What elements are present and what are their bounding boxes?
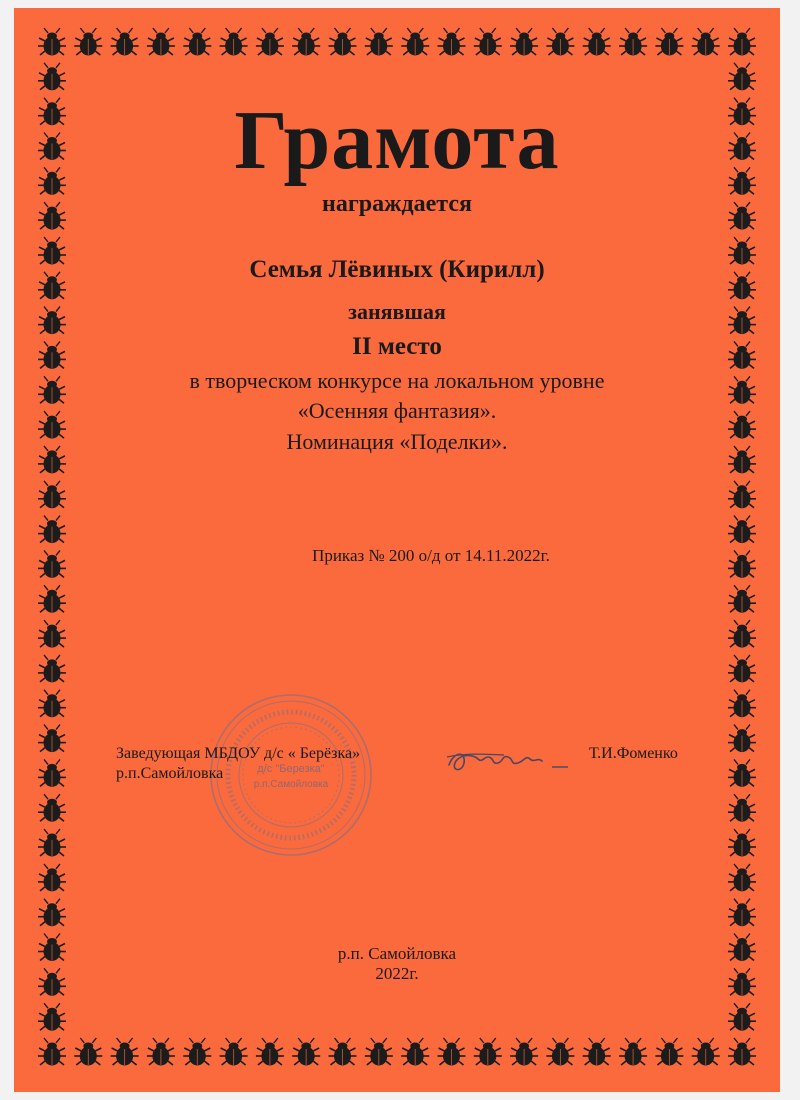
ladybug-icon — [546, 1038, 574, 1066]
ladybug-icon — [655, 1038, 683, 1066]
ladybug-icon — [183, 1038, 211, 1066]
ladybug-icon — [728, 829, 756, 857]
ladybug-icon — [38, 620, 66, 648]
ladybug-icon — [728, 620, 756, 648]
ladybug-icon — [728, 725, 756, 753]
ladybug-icon — [401, 1038, 429, 1066]
ladybug-icon — [292, 28, 320, 56]
ladybug-icon — [692, 28, 720, 56]
ladybug-icon — [256, 1038, 284, 1066]
ladybug-icon — [728, 794, 756, 822]
ladybug-icon — [365, 1038, 393, 1066]
ladybug-icon — [728, 63, 756, 91]
ladybug-icon — [38, 28, 66, 56]
signatory-position: Заведующая МБДОУ д/с « Берёзка» — [116, 745, 361, 762]
ladybug-icon — [728, 759, 756, 787]
ladybug-icon — [38, 1038, 66, 1066]
ladybug-icon — [74, 1038, 102, 1066]
ladybug-icon — [38, 516, 66, 544]
ladybug-icon — [692, 1038, 720, 1066]
official-stamp — [206, 690, 376, 860]
footer-place: р.п. Самойловка — [337, 944, 457, 963]
stamp-text: д/с "Березка" — [257, 763, 325, 775]
ladybug-icon — [728, 1003, 756, 1030]
signatory-name: Т.И.Фоменко — [589, 745, 678, 762]
footer-year: 2022г. — [375, 964, 419, 983]
ladybug-icon — [111, 28, 139, 56]
ladybug-icon — [728, 585, 756, 613]
recipient-name: Семья Лёвиных (Кирилл) — [249, 256, 545, 283]
ladybug-icon — [583, 1038, 611, 1066]
description-line: в творческом конкурсе на локальном уровне — [189, 368, 605, 393]
ladybug-icon — [38, 759, 66, 787]
ladybug-icon — [183, 28, 211, 56]
place-text: II место — [352, 333, 442, 360]
ladybug-icon — [329, 28, 357, 56]
ladybug-icon — [38, 899, 66, 927]
certificate — [14, 8, 780, 1092]
ladybug-icon — [619, 28, 647, 56]
ladybug-icon — [38, 725, 66, 753]
ladybug-icon — [728, 28, 756, 56]
ladybug-icon — [510, 28, 538, 56]
signatory-location: р.п.Самойловка — [116, 765, 224, 782]
ladybug-icon — [38, 63, 66, 91]
ladybug-icon — [728, 864, 756, 892]
ladybug-icon — [38, 794, 66, 822]
ladybug-icon — [220, 1038, 248, 1066]
stamp-text: р.п.Самойловка — [253, 779, 329, 790]
awarded-text: награждается — [322, 191, 472, 217]
ladybug-icon — [583, 28, 611, 56]
ladybug-icon — [38, 1003, 66, 1030]
ladybug-icon — [728, 690, 756, 718]
ladybug-icon — [401, 28, 429, 56]
ladybug-icon — [546, 28, 574, 56]
ladybug-icon — [438, 1038, 466, 1066]
ladybug-icon — [438, 28, 466, 56]
description-line: Номинация «Поделки». — [286, 429, 508, 454]
ladybug-icon — [38, 690, 66, 718]
ladybug-icon — [510, 1038, 538, 1066]
order-reference: Приказ № 200 о/д от 14.11.2022г. — [312, 546, 550, 565]
ladybug-icon — [147, 28, 175, 56]
ladybug-icon — [728, 655, 756, 683]
ladybug-icon — [38, 585, 66, 613]
ladybug-icon — [474, 28, 502, 56]
certificate-title: Грамота — [234, 94, 560, 187]
ladybug-icon — [111, 1038, 139, 1066]
ladybug-icon — [147, 1038, 175, 1066]
ladybug-icon — [292, 1038, 320, 1066]
ladybug-icon — [38, 481, 66, 509]
ladybug-icon — [365, 28, 393, 56]
ladybug-icon — [619, 1038, 647, 1066]
ladybug-icon — [728, 516, 756, 544]
ladybug-icon — [74, 28, 102, 56]
taken-text: занявшая — [348, 299, 446, 324]
ladybug-icon — [256, 28, 284, 56]
ladybug-icon — [38, 655, 66, 683]
ladybug-icon — [38, 829, 66, 857]
ladybug-icon — [474, 1038, 502, 1066]
ladybug-icon — [728, 481, 756, 509]
ladybug-icon — [655, 28, 683, 56]
handwritten-signature — [444, 743, 574, 783]
ladybug-icon — [329, 1038, 357, 1066]
description-line: «Осенняя фантазия». — [297, 398, 497, 423]
ladybug-icon — [38, 864, 66, 892]
ladybug-icon — [220, 28, 248, 56]
ladybug-icon — [728, 1038, 756, 1066]
ladybug-icon — [728, 899, 756, 927]
